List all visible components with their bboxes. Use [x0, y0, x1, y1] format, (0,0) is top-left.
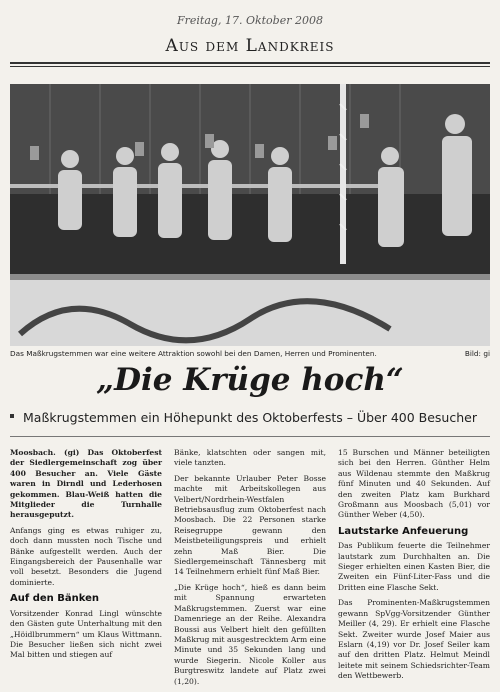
article-photo	[10, 84, 490, 346]
article-paragraph: Vorsitzender Konrad Lingl wünschte den Gästen gute Unterhaltung mit den „Höidlbrummern“ um Klaus Wittmann. Die Besucher ließen sich nicht zwei Mal bitten und stiegen auf	[10, 608, 162, 660]
article-subheading: Lautstarke Anfeuerung	[338, 525, 469, 537]
article-column-3	[338, 448, 490, 687]
article-paragraph: Der bekannte Urlauber Peter Bosse machte mit Arbeitskollegen aus Velbert/Nordrhein-Westfalen Betriebsausflug zum Oktoberfest nach Moosbach. Die 22 Personen starke Reisegruppe gewann den Meistbeteiligungspreis und erhielt zehn Maß Bier. Die Siedlergemeinschaft Tännesberg mit 14 Teilnehmern erhielt fünf Maß Bier.	[174, 473, 326, 577]
article-column-2	[174, 448, 326, 692]
article-paragraph: Das Prominenten-Maßkrugstemmen gewann SpVgg-Vorsitzender Günther Meiller (4, 29). Er erhielt eine Flasche Sekt. Zweiter wurde Josef Maier aus Eslarn (4,19) vor Dr. Josef Seiler kam auf den dritten Platz. Helmut Meindl leitete mit seinem Schiedsrichter-Team den Wettbewerb.	[338, 598, 490, 681]
article-paragraph: Bänke, klatschten oder sangen mit, viele tanzten.	[174, 448, 326, 468]
photo-credit: Bild: gi	[464, 349, 490, 358]
article-subheadline: Maßkrugstemmen ein Höhepunkt des Oktoberfests – Über 400 Besucher	[23, 410, 477, 425]
article-column-1	[10, 448, 162, 666]
article-headline: „Die Krüge hoch“	[96, 362, 404, 398]
section-title: Aus dem Landkreis	[165, 36, 335, 56]
article-subheading: Auf den Bänken	[10, 593, 100, 605]
section-rule	[10, 62, 490, 64]
article-paragraph: Anfangs ging es etwas ruhiger zu, doch dann mussten noch Tische und Bänke aufgestellt werden. Auch der Eingangsbereich der Pausenhalle war voll besetzt. Besonders die Jugend dominierte.	[10, 525, 162, 587]
article-paragraph: 15 Burschen und Männer beteiligten sich bei den Herren. Günther Helm aus Wildenau stemmte den Maßkrug fünf Minuten und 40 Sekunden. Auf den zweiten Platz kam Burkhard Großmann aus Moosbach (5,01) vor Günther Weber (4,50).	[338, 448, 490, 520]
caption-text: Das Maßkrugstemmen war eine weitere Attraktion sowohl bei den Damen, Herren und Prominenten.	[10, 349, 377, 358]
photo-caption	[10, 349, 490, 358]
article-paragraph: Das Publikum feuerte die Teilnehmer lautstark zum Durchhalten an. Die Sieger erhielten einen Kasten Bier, die Zweiten ein Fünf-Liter-Fass und die Dritten eine Flasche Sekt.	[338, 541, 490, 592]
article-paragraph: „Die Krüge hoch“, hieß es dann beim mit Spannung erwarteten Maßkrugstemmen. Zuerst war eine Damenriege an der Reihe. Alexandra Boussi aus Velbert hielt den gefüllten Maßkrug mit ausgestrecktem Arm eine Minute und 35 Sekunden lang und wurde Siegerin. Nicole Koller aus Burgtreswitz landete auf Platz zwei (1,20).	[174, 582, 326, 686]
photo-illustration	[10, 84, 490, 346]
subheadline-rule	[10, 436, 490, 437]
section-rule-thin	[10, 66, 490, 67]
handwritten-date: Freitag, 17. Oktober 2008	[177, 14, 323, 27]
article-lead: Moosbach. (gi) Das Oktoberfest der Siedlergemeinschaft zog über 400 Besucher an. Viele Gäste waren in Dirndl und Lederhosen gekommen. Blau-Weiß hatten die Mitglieder die Turnhalle herausgeputzt.	[10, 448, 162, 520]
